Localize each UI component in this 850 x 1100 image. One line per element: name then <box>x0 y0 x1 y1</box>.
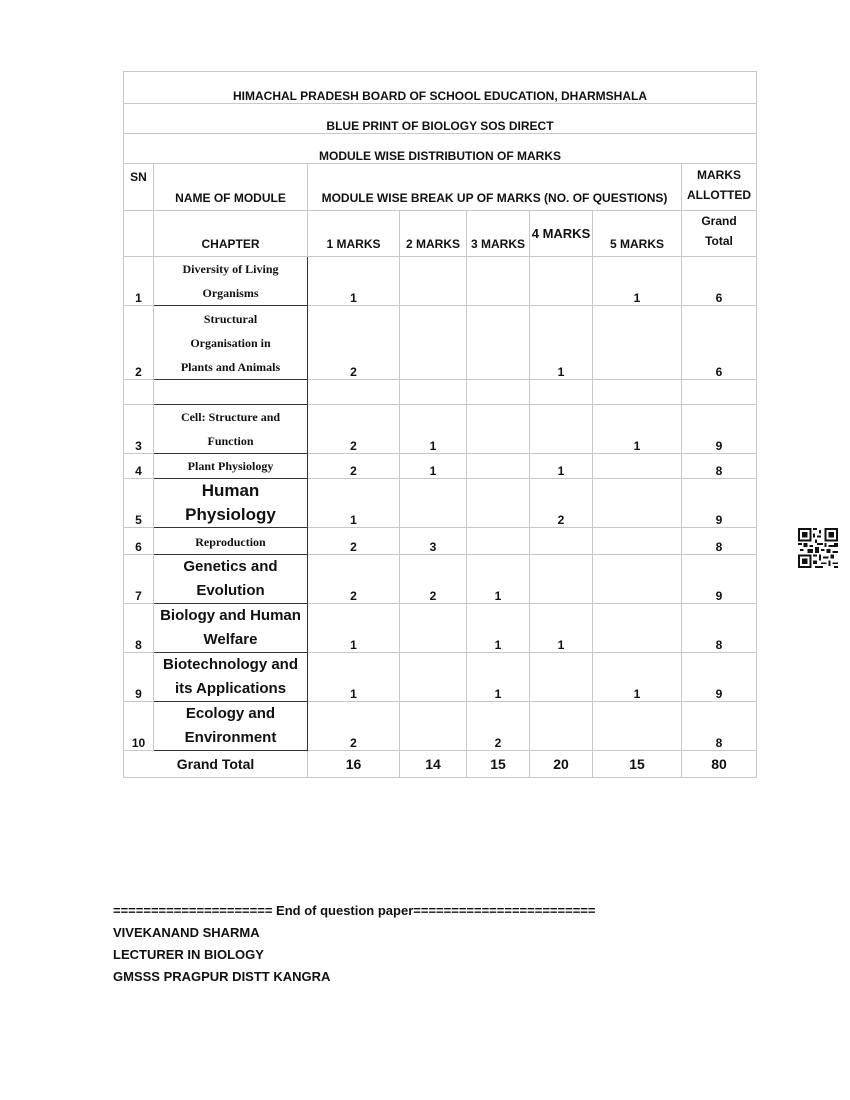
module-name <box>154 555 308 604</box>
author-name: VIVEKANAND SHARMA <box>113 925 260 940</box>
cell-1-marks: 1 <box>308 257 400 306</box>
grand-total-4-marks: 20 <box>530 751 593 778</box>
cell-1-marks: 2 <box>308 702 400 751</box>
grand-total-label: Grand Total <box>124 751 308 778</box>
cell-total: 8 <box>682 454 757 479</box>
grand-total-5-marks: 15 <box>593 751 682 778</box>
module-name-line: Function <box>207 434 254 448</box>
module-name <box>154 405 308 454</box>
header-name-of-module: NAME OF MODULE <box>154 164 308 211</box>
footer <box>113 900 595 988</box>
cell-4-marks <box>530 405 593 454</box>
module-name-line: Physiology <box>185 505 276 524</box>
header-breakup: MODULE WISE BREAK UP OF MARKS (NO. OF QUESTIONS) <box>308 164 682 211</box>
grand-total-row <box>124 751 757 778</box>
qr-code-icon <box>798 528 838 568</box>
cell-2-marks <box>400 306 467 380</box>
empty-cell <box>682 380 757 405</box>
row-sn: 4 <box>124 454 154 479</box>
cell-total: 8 <box>682 528 757 555</box>
empty-cell <box>593 380 682 405</box>
table-row <box>124 479 757 528</box>
cell-3-marks <box>467 479 530 528</box>
cell-2-marks: 2 <box>400 555 467 604</box>
module-name <box>154 653 308 702</box>
cell-4-marks <box>530 653 593 702</box>
cell-5-marks <box>593 306 682 380</box>
header-marks-allotted <box>682 164 757 211</box>
header-allotted-label: ALLOTTED <box>687 188 751 202</box>
empty-cell <box>530 380 593 405</box>
module-name-line: Diversity of Living <box>182 262 279 276</box>
cell-5-marks <box>593 454 682 479</box>
cell-total: 9 <box>682 653 757 702</box>
header-grand-total <box>682 211 757 257</box>
cell-2-marks <box>400 653 467 702</box>
cell-4-marks: 2 <box>530 479 593 528</box>
cell-total: 8 <box>682 604 757 653</box>
table-row <box>124 604 757 653</box>
empty-cell <box>124 380 154 405</box>
cell-2-marks <box>400 479 467 528</box>
header-3-marks: 3 MARKS <box>467 211 530 257</box>
cell-5-marks <box>593 479 682 528</box>
module-name-line: Evolution <box>196 582 265 599</box>
grand-total-overall: 80 <box>682 751 757 778</box>
module-name-line: Environment <box>184 729 277 746</box>
table-row <box>124 306 757 380</box>
module-name-line: Genetics and <box>183 558 278 575</box>
cell-1-marks: 2 <box>308 528 400 555</box>
header-chapter: CHAPTER <box>154 211 308 257</box>
module-name-line: Plants and Animals <box>180 360 281 374</box>
cell-2-marks: 1 <box>400 405 467 454</box>
header-5-marks: 5 MARKS <box>593 211 682 257</box>
empty-cell <box>154 380 308 405</box>
cell-1-marks: 2 <box>308 306 400 380</box>
cell-3-marks: 1 <box>467 653 530 702</box>
cell-1-marks: 1 <box>308 604 400 653</box>
header-total-label: Total <box>705 234 733 248</box>
cell-5-marks: 1 <box>593 653 682 702</box>
header-1-marks: 1 MARKS <box>308 211 400 257</box>
table-row <box>124 257 757 306</box>
cell-5-marks: 1 <box>593 257 682 306</box>
marks-distribution-table <box>123 71 757 778</box>
cell-5-marks <box>593 528 682 555</box>
table-row <box>124 528 757 555</box>
cell-2-marks: 3 <box>400 528 467 555</box>
row-sn: 10 <box>124 702 154 751</box>
module-name <box>154 528 308 555</box>
cell-3-marks <box>467 454 530 479</box>
cell-3-marks: 1 <box>467 555 530 604</box>
cell-5-marks <box>593 604 682 653</box>
cell-5-marks: 1 <box>593 405 682 454</box>
cell-4-marks: 1 <box>530 306 593 380</box>
module-name-line: Welfare <box>203 631 258 648</box>
cell-5-marks <box>593 702 682 751</box>
header-blank <box>124 211 154 257</box>
header-2-marks: 2 MARKS <box>400 211 467 257</box>
cell-3-marks <box>467 405 530 454</box>
module-name-line: its Applications <box>174 680 287 697</box>
author-designation: LECTURER IN BIOLOGY <box>113 947 264 962</box>
cell-4-marks: 1 <box>530 454 593 479</box>
header-grand-label: Grand <box>701 214 737 228</box>
header-4-marks: 4 MARKS <box>530 211 593 257</box>
cell-2-marks <box>400 257 467 306</box>
table-row <box>124 555 757 604</box>
row-sn: 8 <box>124 604 154 653</box>
module-name-line: Biology and Human <box>160 607 301 624</box>
end-of-paper-line: ===================== End of question paper======================== <box>113 903 596 918</box>
cell-1-marks: 1 <box>308 479 400 528</box>
blueprint-title: BLUE PRINT OF BIOLOGY SOS DIRECT <box>124 104 757 134</box>
table-row <box>124 702 757 751</box>
module-name-line: Biotechnology and <box>163 656 298 673</box>
table-row <box>124 454 757 479</box>
row-sn: 5 <box>124 479 154 528</box>
row-sn: 2 <box>124 306 154 380</box>
cell-3-marks <box>467 528 530 555</box>
table-row <box>124 653 757 702</box>
module-name <box>154 479 308 528</box>
module-name <box>154 702 308 751</box>
cell-4-marks <box>530 528 593 555</box>
cell-3-marks: 1 <box>467 604 530 653</box>
blueprint-sheet <box>123 71 756 778</box>
cell-2-marks <box>400 604 467 653</box>
cell-2-marks <box>400 702 467 751</box>
grand-total-1-marks: 16 <box>308 751 400 778</box>
empty-row <box>124 380 757 405</box>
cell-total: 8 <box>682 702 757 751</box>
cell-1-marks: 2 <box>308 405 400 454</box>
empty-cell <box>467 380 530 405</box>
cell-total: 6 <box>682 257 757 306</box>
row-sn: 1 <box>124 257 154 306</box>
module-name-line: Organisation in <box>190 336 271 350</box>
row-sn: 6 <box>124 528 154 555</box>
cell-1-marks: 2 <box>308 555 400 604</box>
cell-5-marks <box>593 555 682 604</box>
cell-4-marks <box>530 555 593 604</box>
empty-cell <box>308 380 400 405</box>
module-name-line: Reproduction <box>195 535 266 549</box>
table-row <box>124 405 757 454</box>
module-name <box>154 454 308 479</box>
cell-total: 9 <box>682 555 757 604</box>
row-sn: 7 <box>124 555 154 604</box>
cell-2-marks: 1 <box>400 454 467 479</box>
grand-total-3-marks: 15 <box>467 751 530 778</box>
cell-1-marks: 1 <box>308 653 400 702</box>
module-name <box>154 306 308 380</box>
cell-4-marks <box>530 702 593 751</box>
module-name <box>154 604 308 653</box>
cell-3-marks <box>467 306 530 380</box>
distribution-title: MODULE WISE DISTRIBUTION OF MARKS <box>124 134 757 164</box>
header-sn: SN <box>124 164 154 211</box>
header-marks-label: MARKS <box>697 168 741 182</box>
module-name-line: Organisms <box>202 286 259 300</box>
author-school: GMSSS PRAGPUR DISTT KANGRA <box>113 969 331 984</box>
empty-cell <box>400 380 467 405</box>
module-name-line: Plant Physiology <box>187 459 274 473</box>
row-sn: 9 <box>124 653 154 702</box>
cell-3-marks <box>467 257 530 306</box>
cell-3-marks: 2 <box>467 702 530 751</box>
cell-total: 6 <box>682 306 757 380</box>
module-name <box>154 257 308 306</box>
cell-4-marks <box>530 257 593 306</box>
module-name-line: Cell: Structure and <box>180 410 281 424</box>
row-sn: 3 <box>124 405 154 454</box>
module-name-line: Ecology and <box>185 705 276 722</box>
cell-1-marks: 2 <box>308 454 400 479</box>
module-name-line: Structural <box>203 312 258 326</box>
grand-total-2-marks: 14 <box>400 751 467 778</box>
module-name-line: Human <box>201 481 260 500</box>
board-title: HIMACHAL PRADESH BOARD OF SCHOOL EDUCATION, DHARMSHALA <box>124 72 757 104</box>
cell-total: 9 <box>682 479 757 528</box>
cell-total: 9 <box>682 405 757 454</box>
cell-4-marks: 1 <box>530 604 593 653</box>
